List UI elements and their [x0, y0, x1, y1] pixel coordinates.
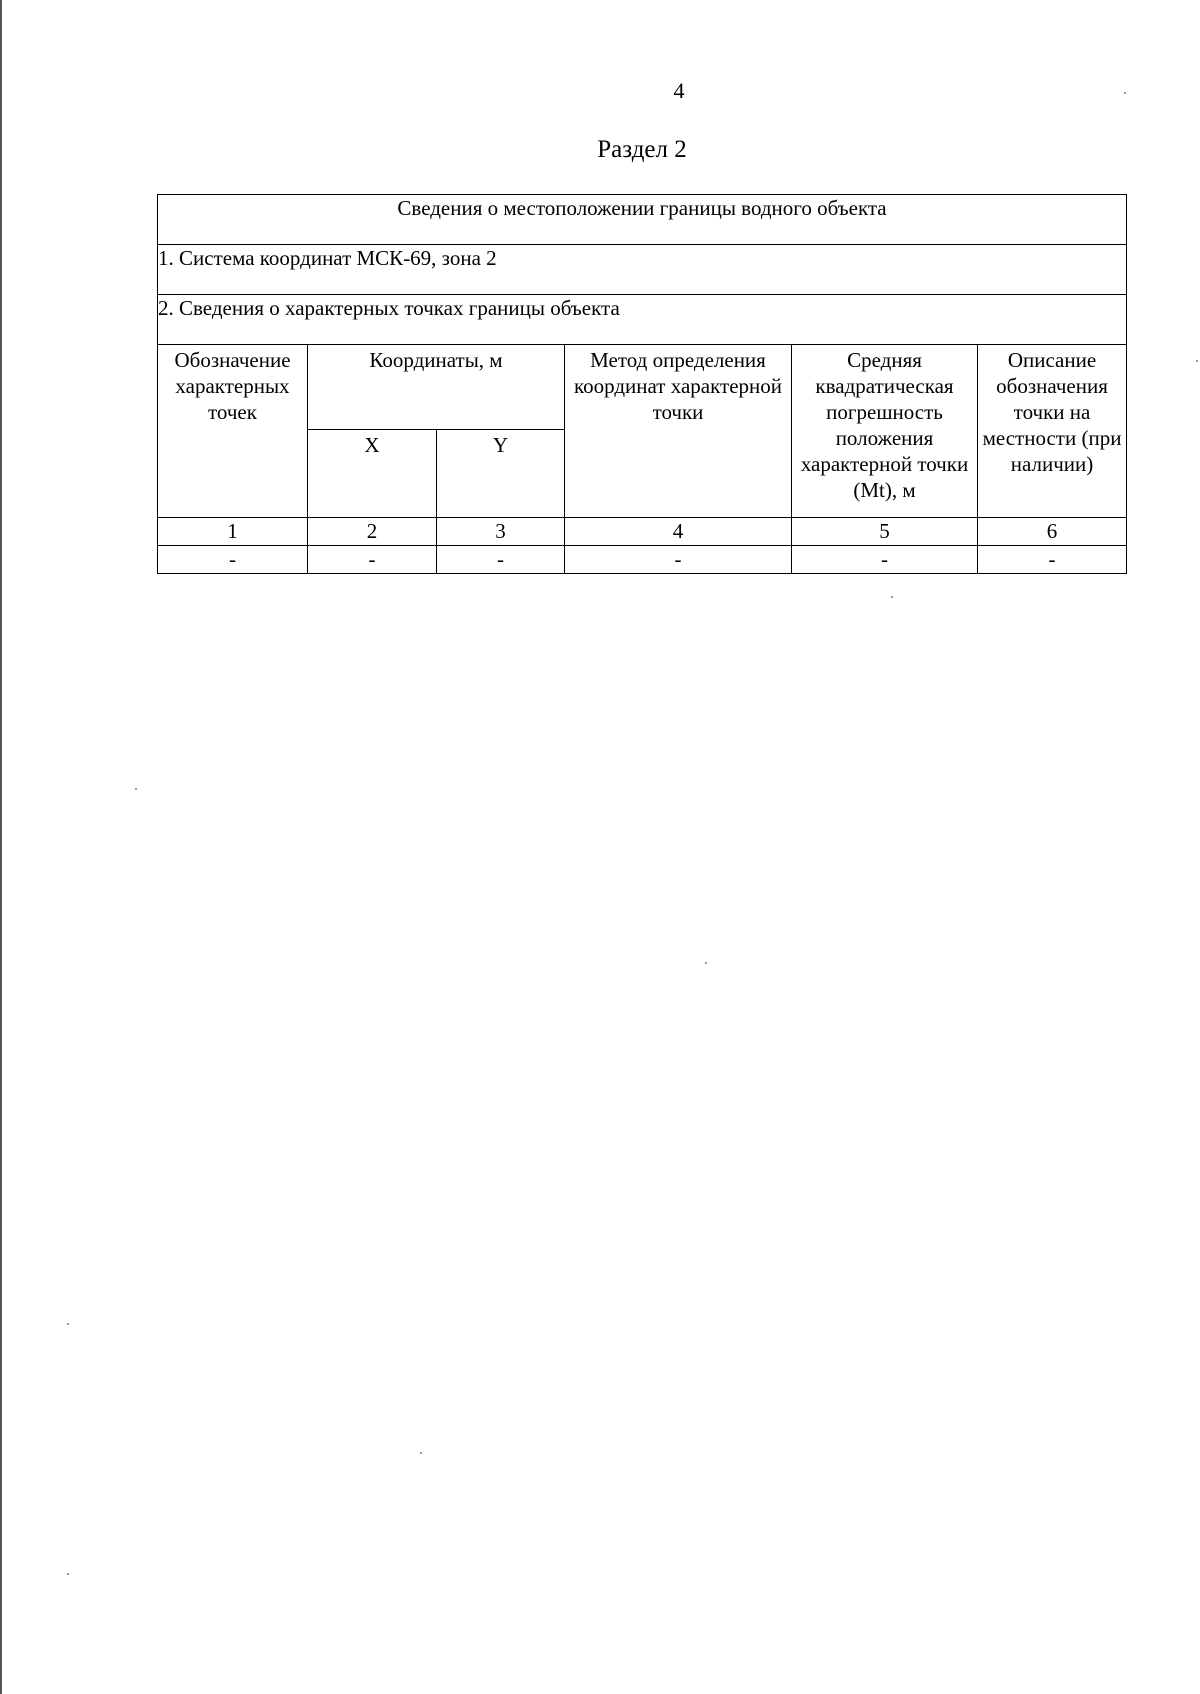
table-title: Сведения о местоположении границы водного объекта	[158, 195, 1127, 245]
table-cell: -	[565, 546, 792, 574]
header-error: Средняя квадратическая погрешность положения характерной точки (Mt), м	[792, 345, 978, 518]
header-y: Y	[437, 430, 565, 518]
table-cell: -	[792, 546, 978, 574]
column-number: 5	[792, 518, 978, 546]
header-description: Описание обозначения точки на местности (при наличии)	[978, 345, 1127, 518]
column-number: 2	[308, 518, 437, 546]
scan-speck	[67, 1573, 69, 1575]
scan-speck	[1196, 360, 1198, 362]
points-heading: 2. Сведения о характерных точках границы объекта	[158, 295, 1127, 345]
column-number-row	[158, 518, 1127, 546]
table-row	[158, 546, 1127, 574]
column-number: 1	[158, 518, 308, 546]
column-number: 6	[978, 518, 1127, 546]
header-x: X	[308, 430, 437, 518]
points-heading-row	[158, 295, 1127, 345]
coordinate-system-row	[158, 245, 1127, 295]
scan-speck	[67, 1323, 69, 1325]
table-cell: -	[158, 546, 308, 574]
table-cell: -	[308, 546, 437, 574]
scan-speck	[1124, 92, 1126, 94]
scan-left-edge	[0, 0, 2, 1694]
boundary-table	[157, 194, 1127, 574]
table-title-row	[158, 195, 1127, 245]
scan-speck	[135, 788, 137, 790]
section-title: Раздел 2	[597, 136, 687, 163]
coordinate-system: 1. Система координат МСК-69, зона 2	[158, 245, 1127, 295]
table-cell: -	[978, 546, 1127, 574]
table-cell: -	[437, 546, 565, 574]
header-designation: Обозначение характерных точек	[158, 345, 308, 518]
scan-speck	[891, 596, 893, 598]
header-method: Метод определения координат характерной точки	[565, 345, 792, 518]
column-number: 3	[437, 518, 565, 546]
header-coordinates: Координаты, м	[308, 345, 565, 430]
scan-speck	[420, 1452, 422, 1454]
scan-speck	[705, 962, 707, 964]
column-header-row	[158, 345, 1127, 430]
column-number: 4	[565, 518, 792, 546]
page-number: 4	[673, 78, 685, 103]
